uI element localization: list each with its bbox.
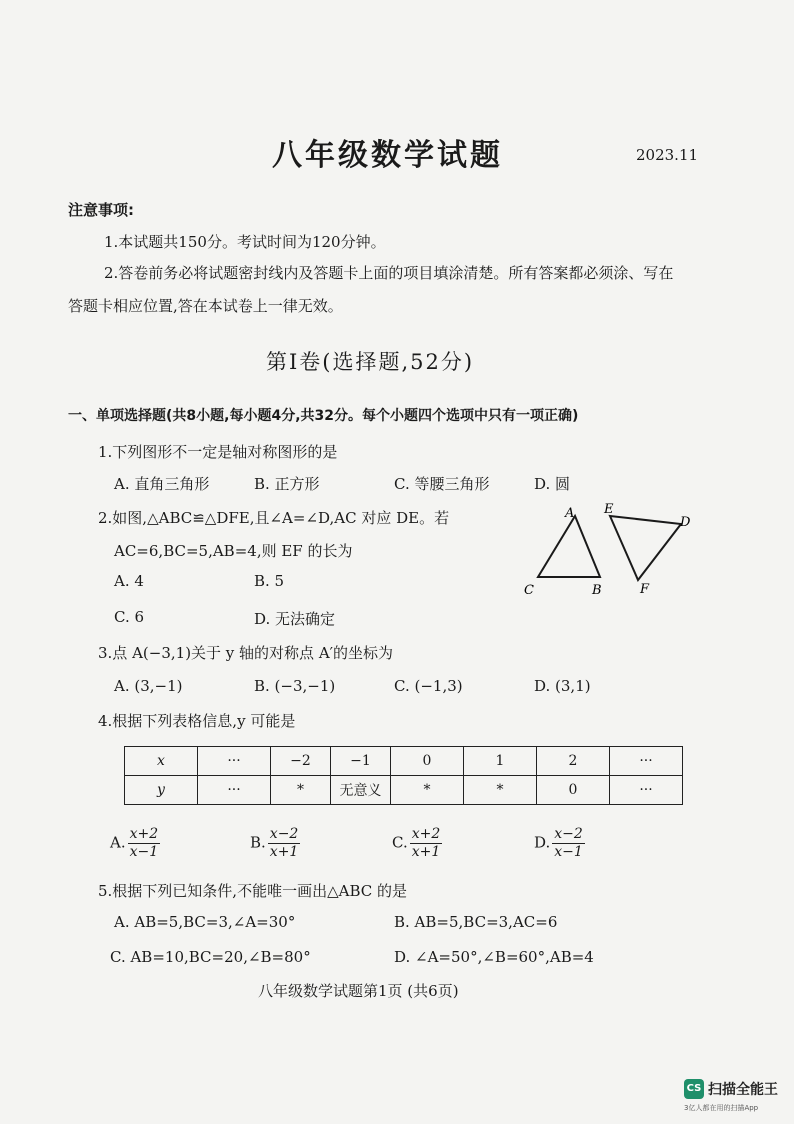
watermark-name: 扫描全能王 <box>708 1081 778 1098</box>
exam-date: 2023.11 <box>636 146 699 164</box>
notice-item-1: 1.本试题共150分。考试时间为120分钟。 <box>104 233 386 251</box>
question-4-stem: 4.根据下列表格信息,y 可能是 <box>98 712 296 730</box>
table-cell: * <box>391 776 464 805</box>
question-4-option-a <box>110 826 160 861</box>
vertex-label-c: C <box>524 583 534 598</box>
question-3-option-b: B. (−3,−1) <box>254 677 336 695</box>
value-table <box>124 746 683 805</box>
question-5-option-b: B. AB=5,BC=3,AC=6 <box>394 913 558 931</box>
table-cell: −2 <box>271 747 331 776</box>
question-2-stem-line-2: AC=6,BC=5,AB=4,则 EF 的长为 <box>114 542 353 560</box>
option-letter: D. <box>534 833 551 852</box>
fraction-denominator: x+1 <box>411 844 441 860</box>
notice-item-2-line-2: 答题卡相应位置,答在本试卷上一律无效。 <box>68 297 343 315</box>
vertex-label-b: B <box>592 583 602 598</box>
question-2-option-c: C. 6 <box>114 608 145 626</box>
vertex-label-f: F <box>640 582 650 597</box>
table-cell: 1 <box>464 747 537 776</box>
question-5-option-d: D. ∠A=50°,∠B=60°,AB=4 <box>394 948 594 966</box>
fraction-numerator: x+2 <box>129 826 159 842</box>
vertex-label-e: E <box>604 502 614 517</box>
fraction <box>128 826 161 861</box>
triangle-efd <box>610 516 681 580</box>
question-4-option-c <box>392 826 442 861</box>
table-cell: ··· <box>610 776 683 805</box>
page-footer: 八年级数学试题第1页 (共6页) <box>258 982 459 1000</box>
table-cell: 0 <box>537 776 610 805</box>
fraction-numerator: x−2 <box>554 826 583 842</box>
table-row-x <box>125 747 683 776</box>
table-cell: ··· <box>610 747 683 776</box>
option-letter: B. <box>250 833 266 852</box>
question-1-stem: 1.下列图形不一定是轴对称图形的是 <box>98 443 338 461</box>
table-cell: x <box>125 747 198 776</box>
table-cell: * <box>464 776 537 805</box>
notice-heading: 注意事项: <box>68 201 134 219</box>
option-letter: A. <box>110 833 126 852</box>
triangle-figure <box>518 498 708 602</box>
vertex-label-d: D <box>680 515 691 530</box>
question-5-stem: 5.根据下列已知条件,不能唯一画出△ABC 的是 <box>98 882 407 900</box>
question-2-option-a: A. 4 <box>114 572 144 590</box>
table-cell: 2 <box>537 747 610 776</box>
table-cell: y <box>125 776 198 805</box>
camscanner-logo-icon: CS <box>684 1079 704 1099</box>
vertex-label-a: A <box>565 506 575 521</box>
fraction-denominator: x+1 <box>269 844 299 860</box>
fraction <box>268 826 301 861</box>
question-5-option-a: A. AB=5,BC=3,∠A=30° <box>114 913 296 931</box>
question-1-option-d: D. 圆 <box>534 475 571 493</box>
volume-title: 第Ⅰ卷(选择题,52分) <box>266 350 475 374</box>
question-1-option-c: C. 等腰三角形 <box>394 475 490 493</box>
question-3-option-a: A. (3,−1) <box>114 677 183 695</box>
table-cell: ··· <box>198 747 271 776</box>
notice-item-2-line-1: 2.答卷前务必将试题密封线内及答题卡上面的项目填涂清楚。所有答案都必须涂、写在 <box>104 264 674 282</box>
question-3-option-d: D. (3,1) <box>534 677 591 695</box>
page-title: 八年级数学试题 <box>272 138 503 173</box>
triangle-abc <box>538 516 600 577</box>
question-2-option-b: B. 5 <box>254 572 285 590</box>
fraction-numerator: x+2 <box>411 826 441 842</box>
option-letter: C. <box>392 833 408 852</box>
table-cell: 无意义 <box>331 776 391 805</box>
fraction-denominator: x−1 <box>129 844 159 860</box>
table-cell: ··· <box>198 776 271 805</box>
question-5-option-c: C. AB=10,BC=20,∠B=80° <box>110 948 311 966</box>
question-1-option-a: A. 直角三角形 <box>114 475 210 493</box>
question-1-option-b: B. 正方形 <box>254 475 320 493</box>
question-4-option-d <box>534 826 585 861</box>
table-cell: 0 <box>391 747 464 776</box>
watermark-subtitle: 3亿人都在用的扫描App <box>684 1104 759 1112</box>
fraction <box>552 826 585 861</box>
question-2-option-d: D. 无法确定 <box>254 610 336 628</box>
question-3-option-c: C. (−1,3) <box>394 677 463 695</box>
table-cell: −1 <box>331 747 391 776</box>
question-3-stem: 3.点 A(−3,1)关于 y 轴的对称点 A′的坐标为 <box>98 644 394 662</box>
section-heading: 一、单项选择题(共8小题,每小题4分,共32分。每个小题四个选项中只有一项正确) <box>68 408 579 424</box>
table-cell: * <box>271 776 331 805</box>
question-4-option-b <box>250 826 300 861</box>
scanner-watermark <box>684 1078 778 1099</box>
fraction-denominator: x−1 <box>554 844 583 860</box>
table-row-y <box>125 776 683 805</box>
fraction <box>410 826 443 861</box>
question-2-stem-line-1: 2.如图,△ABC≌△DFE,且∠A=∠D,AC 对应 DE。若 <box>98 509 450 527</box>
fraction-numerator: x−2 <box>269 826 299 842</box>
